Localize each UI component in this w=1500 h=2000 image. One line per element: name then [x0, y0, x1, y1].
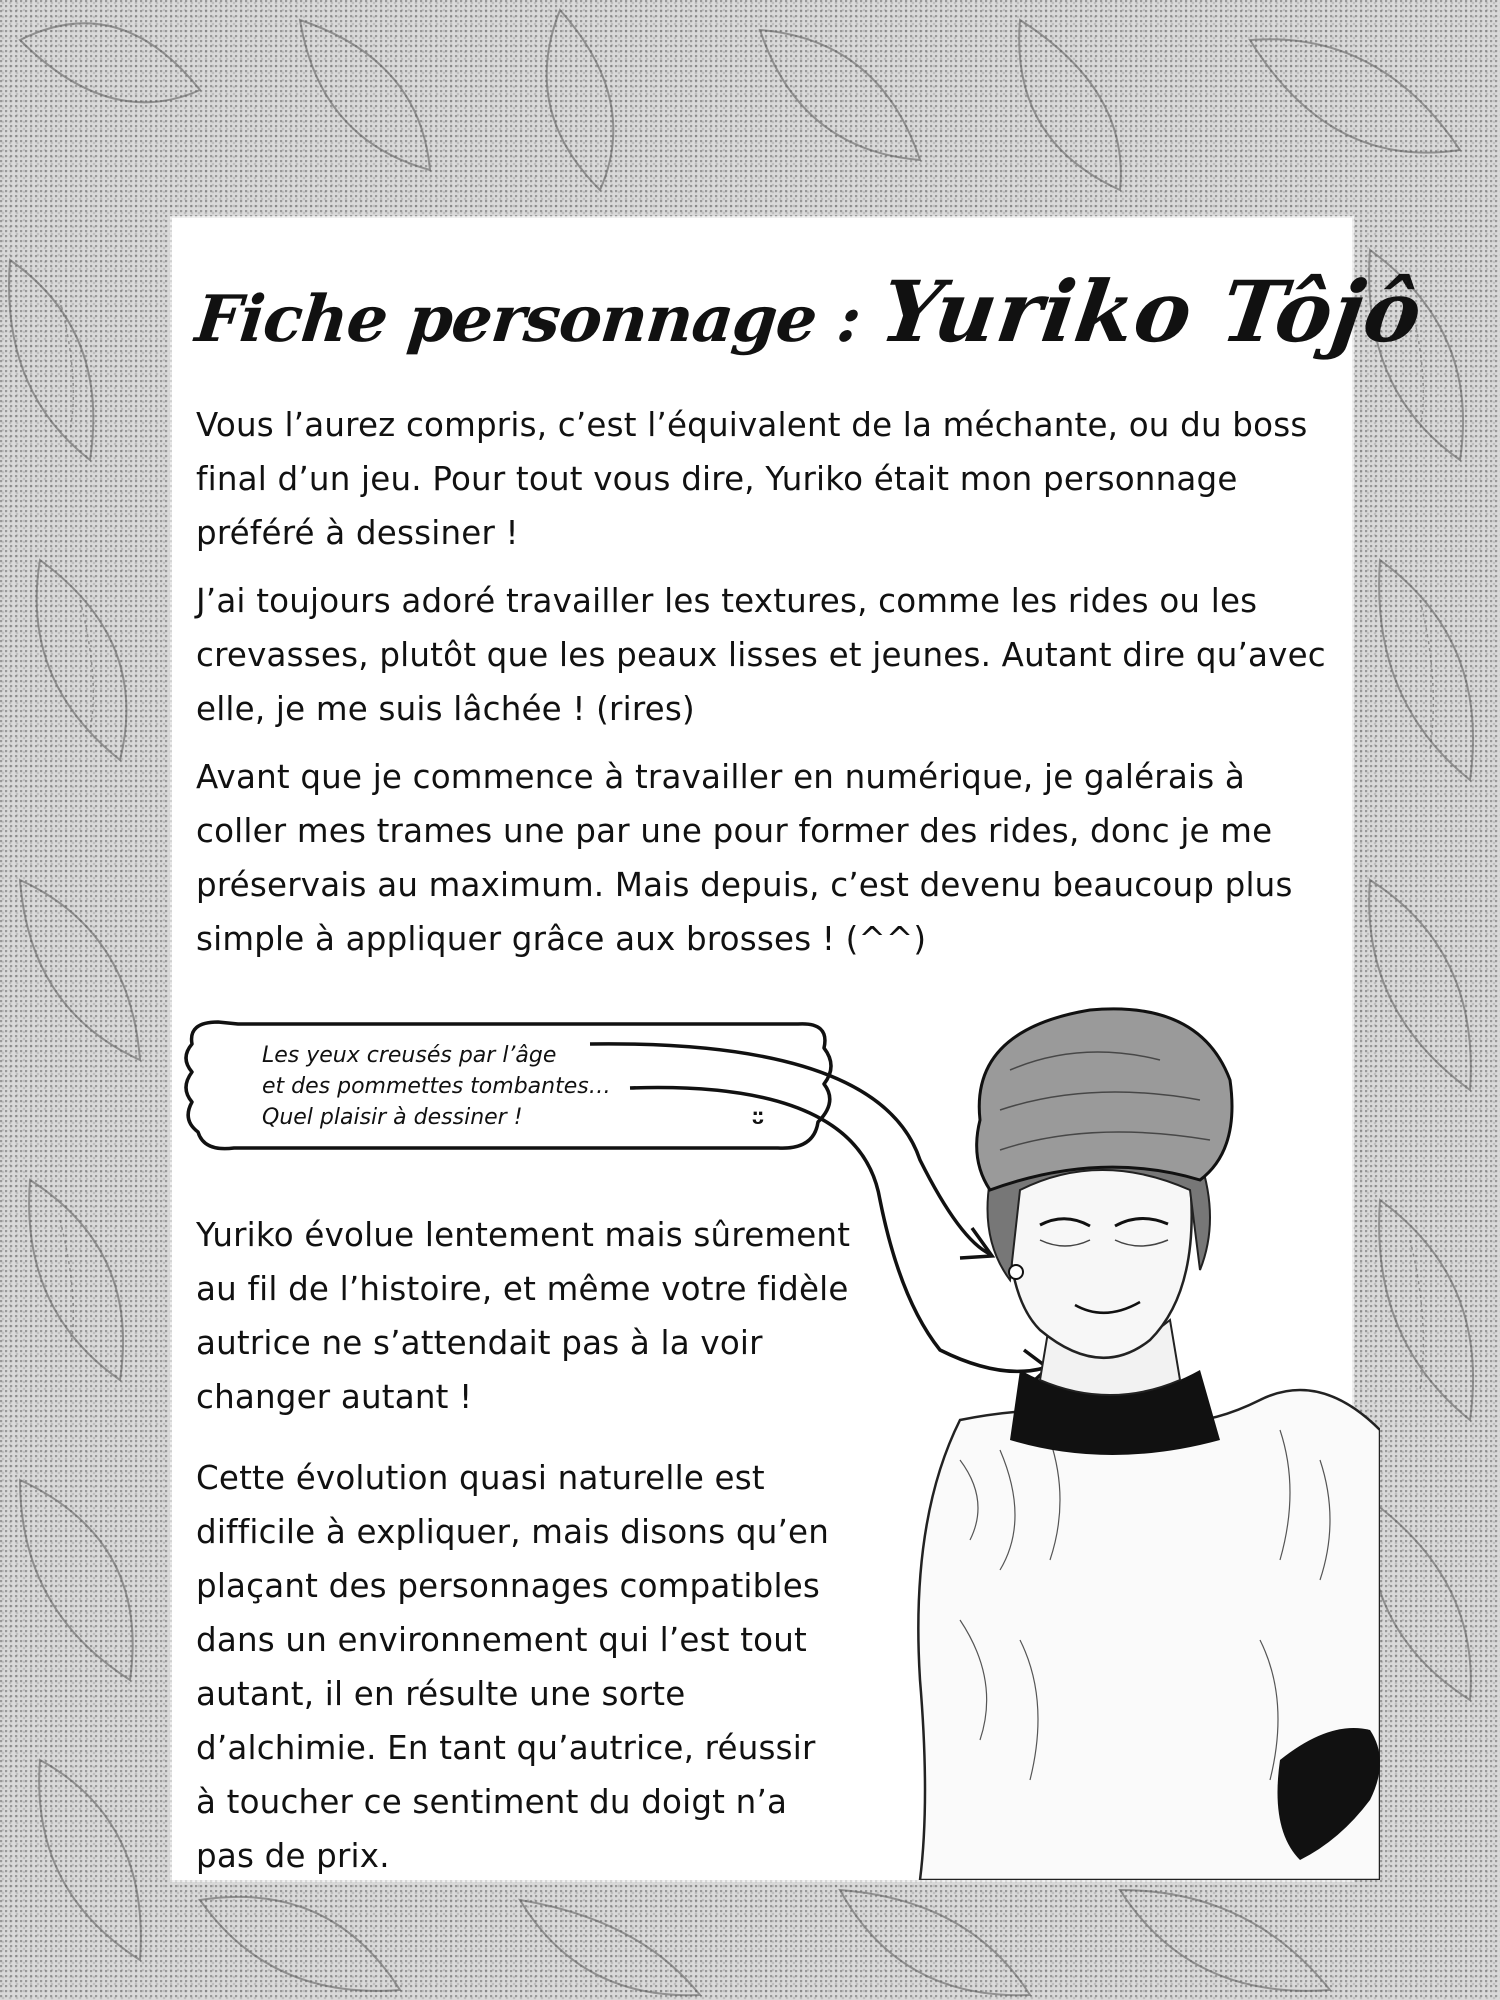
title-prefix: Fiche personnage : [192, 282, 865, 357]
paragraph-evolution: Yuriko évolue lentement mais sûrement au fil de l’histoire, et même votre fidèle autrice ne s’attendait pas à la voir changer autant ! [196, 1216, 851, 1416]
earring [1009, 1265, 1023, 1279]
paragraph-digital: Avant que je commence à travailler en numérique, je galérais à coller mes trames une par une pour former des rides, donc je me préservais au maximum. Mais depuis, c’est devenu beaucoup plus simple à appliquer grâce aux brosses ! (^^) [196, 758, 1293, 958]
page-title [192, 262, 1429, 382]
paragraph-intro: Vous l’aurez compris, c’est l’équivalent de la méchante, ou du boss final d’un jeu. Pour tout vous dire, Yuriko était mon personnage préféré à dessiner ! [196, 406, 1308, 552]
title-character-name: Yuriko Tôjô [875, 262, 1429, 361]
bubble-line-1: Les yeux creusés par l’âge [262, 1043, 557, 1068]
paragraph-alchemy: Cette évolution quasi naturelle est difficile à expliquer, mais disons qu’en plaçant des personnages compatibles dans un environnement qui l’est tout autant, il en résulte une sorte d’alchimie. En tant qu’autrice, réussir à toucher ce sentiment du doigt n’a pas de prix. [196, 1459, 830, 1875]
bubble-text [262, 1040, 682, 1133]
bubble-line-2: et des pommettes tombantes… [262, 1074, 611, 1099]
bubble-line-3: Quel plaisir à dessiner ! [262, 1105, 523, 1130]
grin-face-icon: ᵕ̈ [751, 1107, 765, 1140]
character-portrait-illustration [900, 1000, 1380, 1880]
paragraph-textures: J’ai toujours adoré travailler les textures, comme les rides ou les crevasses, plutôt que les peaux lisses et jeunes. Autant dire qu’avec elle, je me suis lâchée ! (rires) [196, 582, 1326, 728]
